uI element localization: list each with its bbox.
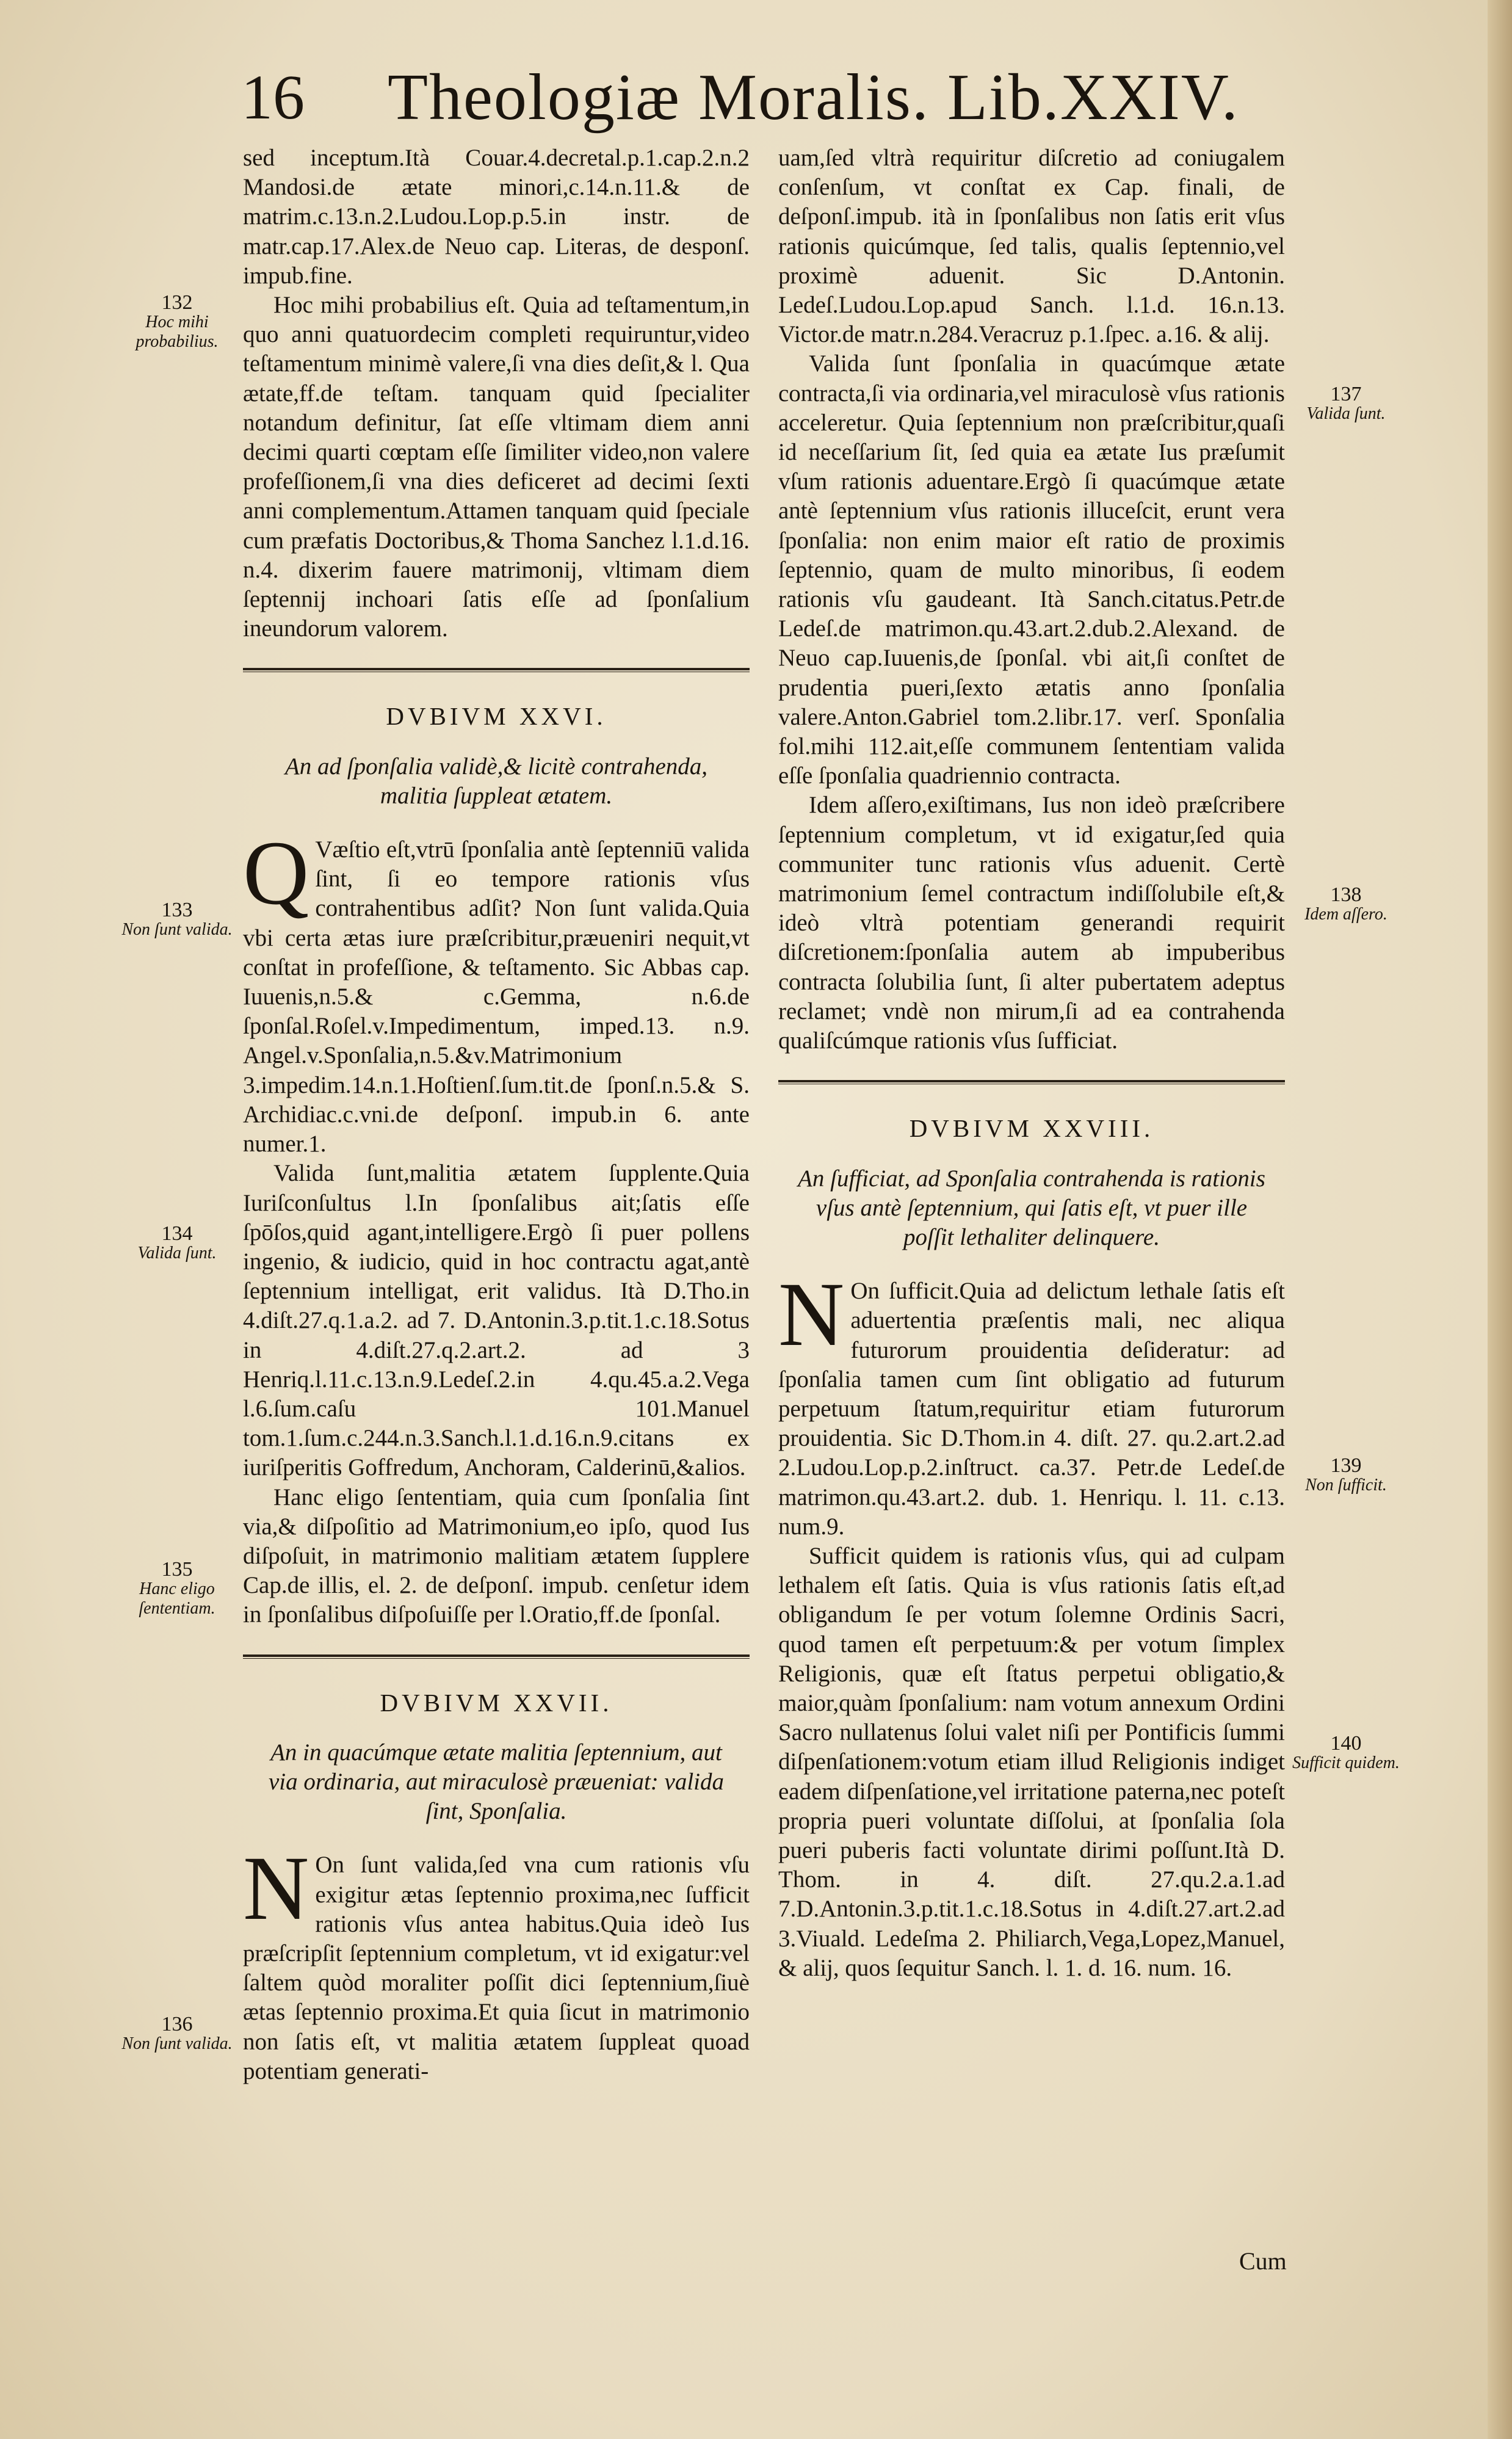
margin-note-text: Sufficit quidem.	[1292, 1753, 1400, 1772]
paragraph-135: Hanc eligo ſententiam, quia cum ſponſalia ſint via,& diſpoſitio ad Matrimonium,eo ipſo, quod Ius diſpoſuit, in matrimonio malitiam ætatem ſupplere Cap.de illis, el. 2. de deſponſ. impub. cenſetur idem in ſponſalibus diſpoſuiſſe per l.Oratio,ff.de ſponſal.	[243, 1484, 750, 1628]
margin-note-136	[116, 2015, 238, 2054]
section-divider	[778, 1080, 1285, 1084]
margin-note-number: 138	[1330, 883, 1362, 906]
margin-note-139	[1285, 1456, 1407, 1495]
drop-cap: N	[778, 1264, 845, 1366]
paragraph-140: Sufficit quidem is rationis vſus, qui ad culpam lethalem eſt ſatis. Quia is vſus rationis ſatis eſt,ad obligandum ſe per votum ſolemne Ordinis Sacri, quod tamen eſt perpetuum:& per votum ſimplex Religionis, quæ eſt ſtatus perpetui obligatio,& maior,quàm ſponſalium: nam votum annexum Ordini Sacro nullatenus ſolui valet niſi per Pontificis ſummi diſpenſationem:votum etiam illud Religionis indiget eadem diſpenſatione,vel irritatione paterna,nec poteſt propria pueri voluntate diſſolui, at ſponſalia ſola pueri puberis facti voluntate dirimi poſſunt.Ità D. Thom. in 4. diſt. 27.qu.2.a.1.ad 7.D.Antonin.3.p.tit.1.c.18.Sotus in 4.diſt.27.art.2.ad 3.Viuald. Ledeſma 2. Philiarch,Vega,Lopez,Manuel, & alij, quos ſequitur Sanch. l. 1. d. 16. num. 16.	[778, 1542, 1285, 1981]
drop-cap: N	[243, 1838, 309, 1940]
paragraph-133	[243, 822, 750, 1159]
paragraph-132: Hoc mihi probabilius eſt. Quia ad teſtamentum,in quo anni quatuordecim completi requiruntur,video teſtamentum minimè valere,ſi vna dies deſit,& l. Qua ætate,ff.de teſtam. tanquam quid ſpecialiter notandum definitur, ſat eſſe vltimam diem anni decimi quarti cœptam eſſe ſimiliter video,non valere profeſſionem,ſi vna dies deficeret ad decimi ſexti anni complementum.Attamen tanquam quid ſpeciale cum præfatis Doctoribus,& Thoma Sanchez l.1.d.16. n.4. dixerim fauere matrimonij, vltimam diem ſeptennij inchoari ſatis eſſe ad ſponſalium ineundorum valorem.	[243, 292, 750, 642]
margin-note-134	[116, 1224, 238, 1263]
paragraph-136	[243, 1838, 750, 2086]
paragraph-continued: uam,ſed vltrà requiritur diſcretio ad coniugalem conſenſum, vt conſtat ex Cap. finali, de deſponſ.impub. ità in ſponſalibus non ſatis erit vſus rationis quicúmque, ſed talis, qualis ſeptennio,vel proximè aduenit. Sic D.Antonin. Ledeſ.Ludou.Lop.apud Sanch. l.1.d. 16.n.13. Victor.de matr.n.284.Veracruz p.1.ſpec. a.16. & alij.	[778, 145, 1285, 348]
left-column	[243, 143, 750, 2086]
paragraph-134: Valida ſunt,malitia ætatem ſupplente.Quia Iuriſconſultus l.In ſponſalibus ait;ſatis eſſe ſpōſos,quid agant,intelligere.Ergò ſi puer pollens ingenio, & iudicio, quid in hoc contractu agat,antè ſeptennium intelligat, erit validus. Ità D.Tho.in 4.diſt.27.q.1.a.2. ad 7. D.Antonin.3.p.tit.1.c.18.Sotus in 4.diſt.27.q.2.art.2. ad 3 Henriq.l.11.c.13.n.9.Ledeſ.2.in 4.qu.45.a.2.Vega l.6.ſum.caſu 101.Manuel tom.1.ſum.c.244.n.3.Sanch.l.1.d.16.n.9.citans ex iuriſperitis Goffredum, Anchoram, Calderinū,&alios.	[243, 1160, 750, 1481]
paragraph-139	[778, 1264, 1285, 1542]
dubium-26-question: An ad ſponſalia validè,& licitè contrahenda, malitia ſuppleat ætatem.	[284, 753, 708, 809]
margin-note-140	[1285, 1734, 1407, 1773]
dubium-27-question: An in quacúmque ætate malitia ſeptennium, aut via ordinaria, aut miraculosè præueniat: valida ſint, Sponſalia.	[268, 1739, 724, 1825]
drop-cap: Q	[243, 822, 309, 924]
margin-note-text: Non ſufficit.	[1305, 1476, 1387, 1495]
section-divider	[243, 668, 750, 672]
right-column	[778, 143, 1285, 1983]
margin-note-number: 134	[161, 1222, 193, 1245]
dubium-28-title: DVBIVM XXVIII.	[909, 1114, 1154, 1143]
page-edge	[1488, 0, 1512, 2439]
margin-note-text: Hanc eligo ſententiam.	[139, 1579, 215, 1618]
margin-note-text: Idem aſſero.	[1304, 905, 1387, 924]
margin-note-135	[116, 1560, 238, 1618]
margin-note-138	[1285, 885, 1407, 924]
page-header	[241, 58, 1279, 137]
margin-note-133	[116, 901, 238, 940]
margin-note-132	[116, 293, 238, 352]
paragraph-intro: sed inceptum.Ità Couar.4.decretal.p.1.cap.2.n.2 Mandosi.de ætate minori,c.14.n.11.& de matrim.c.13.n.2.Ludou.Lop.p.5.in instr. de matr.cap.17.Alex.de Neuo cap. Literas, de desponſ. impub.fine.	[243, 145, 750, 289]
section-divider	[243, 1654, 750, 1659]
margin-note-text: Valida ſunt.	[1306, 404, 1386, 423]
paragraph-133-text: Væſtio eſt,vtrū ſponſalia antè ſeptenniū valida ſint, ſi eo tempore rationis vſus contrahentibus adſit? Non ſunt valida.Quia vbi certa ætas iure præſcribitur,præueniri nequit,vt conſtat in profeſſione, & teſtamento. Sic Abbas cap. Iuuenis,n.5.& c.Gemma, n.6.de ſponſal.Roſel.v.Impedimentum, imped.13. n.9. Angel.v.Sponſalia,n.5.&v.Matrimonium 3.impedim.14.n.1.Hoſtienſ.ſum.tit.de ſponſ.n.5.& S. Archidiac.c.vni.de deſponſ. impub.in 6. ante numer.1.	[243, 836, 750, 1158]
page-number: 16	[241, 62, 305, 132]
paragraph-137: Valida ſunt ſponſalia in quacúmque ætate contracta,ſi via ordinaria,vel miraculosè vſus rationis acceleretur. Quia ſeptennium non præſcribitur,quaſi id neceſſarium ſit, ſed quia ea ætate Ius præſumit vſum rationis aduentare.Ergò ſi quacúmque ætate antè ſeptennium vſus rationis illuceſcit, erunt vera ſponſalia: non enim maior eſt ratio de proximis ſeptennio, quam de multo minoribus, ſi eodem rationis vſu gaudeant. Ità Sanch.citatus.Petr.de Ledeſ.de matrimon.qu.43.art.2.dub.2.Alexand. de Neuo cap.Iuuenis,de ſponſal. vbi ait,ſi conſtet de prudentia pueri,ſexto ætatis anno ſponſalia valere.Anton.Gabriel tom.2.libr.17. verſ. Sponſalia fol.mihi 112.ait,eſſe communem ſententiam valida eſſe ſponſalia quadriennio contracta.	[778, 350, 1285, 789]
paragraph-139-text: On ſufficit.Quia ad delictum lethale ſatis eſt aduertentia præſentis mali, nec aliqua futurorum prouidentia deſideratur: ad ſponſalia tamen cum ſint obligatio ad futurum perpetuum ſtatum,requiritur etiam futurorum prouidentia. Sic D.Thom.in 4. diſt. 27. qu.2.art.2.ad 2.Ludou.Lop.p.2.inſtruct. ca.37. Petr.de Ledeſ.de matrimon.qu.43.art.2. dub. 1. Henriqu. l. 11. c.13. num.9.	[778, 1278, 1285, 1540]
margin-note-text: Non ſunt valida.	[121, 920, 233, 939]
margin-note-number: 137	[1330, 383, 1362, 405]
margin-note-137	[1285, 385, 1407, 424]
margin-note-number: 132	[161, 291, 193, 314]
margin-note-number: 140	[1330, 1732, 1362, 1755]
paragraph-136-text: On ſunt valida,ſed vna cum rationis vſu exigitur ætas ſeptennio proxima,nec ſufficit rationis vſus antea habitus.Quia ideò Ius præſcripſit ſeptennium completum, vt id exigatur:vel ſaltem quòd moraliter poſſit dici ſeptennium,ſiuè ætas ſeptennio proxima.Et quia ſicut in matrimonio non ſatis eſt, vt malitia ætatem ſuppleat quoad potentiam generati-	[243, 1852, 750, 2084]
catchword: Cum	[1239, 2247, 1287, 2275]
margin-note-number: 139	[1330, 1454, 1362, 1477]
margin-note-text: Hoc mihi probabilius.	[136, 313, 219, 351]
dubium-28-question: An ſufficiat, ad Sponſalia contrahenda is rationis vſus antè ſeptennium, qui ſatis eſt, vt puer ille poſſit lethaliter delinquere.	[798, 1165, 1265, 1250]
margin-note-number: 135	[161, 1558, 193, 1581]
dubium-27-title: DVBIVM XXVII.	[380, 1688, 613, 1717]
running-title: Theologiæ Moralis. Lib.XXIV.	[388, 61, 1239, 134]
paragraph-138: Idem aſſero,exiſtimans, Ius non ideò præſcribere ſeptennium completum, vt id exigatur,ſed quia communiter tunc rationis vſus aduenit. Certè matrimonium ſemel contractum indiſſolubile eſt,& ideò vltrà potentiam generandi requirit diſcretionem:ſponſalia autem ab impuberibus contracta ſolubilia ſunt, ſi alter pubertatem adeptus reclamet; vndè non mirum,ſi ad ea contrahenda qualiſcúmque rationis vſus ſufficiat.	[778, 792, 1285, 1054]
margin-note-text: Valida ſunt.	[137, 1244, 217, 1263]
margin-note-number: 133	[161, 899, 193, 921]
margin-note-text: Non ſunt valida.	[121, 2034, 233, 2053]
margin-note-number: 136	[161, 2013, 193, 2035]
dubium-26-title: DVBIVM XXVI.	[386, 702, 607, 731]
